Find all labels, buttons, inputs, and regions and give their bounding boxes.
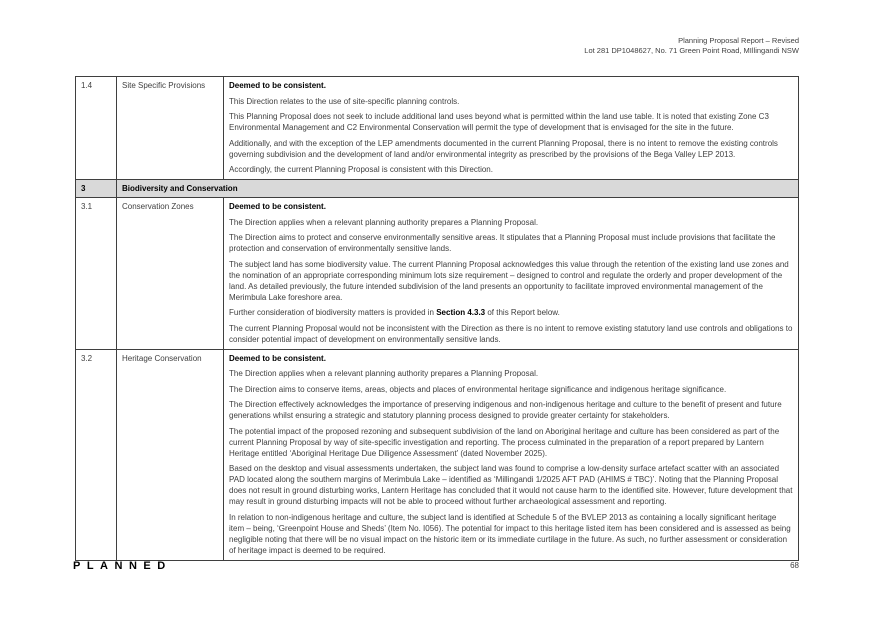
- report-subtitle: Lot 281 DP1048627, No. 71 Green Point Road, MIllingandi NSW: [584, 46, 799, 55]
- verdict-text: Deemed to be consistent.: [229, 353, 326, 363]
- paragraph: The Direction effectively acknowledges the importance of preserving indigenous and non-indigenous heritage and culture to the benefit of present and future generations whilst ensuring a strategic and statutory planning process designed to provide greater certainty for stakeholders.: [229, 400, 782, 420]
- row-number: 1.4: [76, 77, 117, 180]
- row-title: Site Specific Provisions: [117, 77, 224, 180]
- verdict-text: Deemed to be consistent.: [229, 202, 326, 211]
- paragraph: In relation to non-indigenous heritage and culture, the subject land is identified at Schedule 5 of the BVLEP 2013 as containing a locally significant heritage item – being, ‘Greenpoint House and Sheds’ (Item No. I056). The potential for impact to this heritage listed item has been considered and is assessed as being negligible noting that there will be no visual impact on the historic item or its immediate curtilage in the future. As such, no further assessment or consideration of heritage impact is deemed to be required.: [229, 512, 791, 555]
- paragraph-text: Further consideration of biodiversity matters is provided in: [229, 308, 437, 317]
- row-content: [224, 77, 799, 180]
- verdict-text: Deemed to be consistent.: [229, 81, 326, 90]
- paragraph: The Direction aims to conserve items, areas, objects and places of environmental heritage significance and indigenous heritage significance.: [229, 384, 727, 394]
- row-title: Conservation Zones: [117, 198, 224, 350]
- row-number: 3.1: [76, 198, 117, 350]
- paragraph: The Direction aims to protect and conserve environmentally sensitive areas. It stipulates that a Planning Proposal must include provisions that facilitate the protection and conservation of environmentally sensitive lands.: [229, 233, 776, 253]
- section-reference: Section 4.3.3: [436, 308, 486, 317]
- paragraph: The current Planning Proposal would not be inconsistent with the Direction as there is no intent to remove existing statutory land use controls and obligations to consider potential impact of development on environmentally sensitive lands.: [229, 323, 793, 344]
- paragraph: Based on the desktop and visual assessments undertaken, the subject land was found to comprise a low-density surface artefact scatter with an associated PAD located along the southern margins of Merimbula Lake – identified as ‘Millingandi 1/2025 AFT PAD (AHIMS # TBC)’. Noting that the Planning Proposal does not result in ground disturbing works, Lantern Heritage has concluded that it would not cause harm to the identified site. However, future development that may result in ground disturbing impacts will not be able to proceed without further archaeological assessment and reporting.: [229, 464, 793, 506]
- row-number: 3.2: [76, 349, 117, 560]
- table-row: [76, 349, 799, 560]
- table-row: [76, 198, 799, 350]
- section-header-row: [76, 180, 799, 198]
- paragraph: This Planning Proposal does not seek to include additional land uses beyond what is permitted within the land use table. It is noted that existing Zone C3 Environmental Management and C2 Environmental Conservation will permit the type of development that is envisaged for the site in the future.: [229, 112, 769, 132]
- table-row: [76, 77, 799, 180]
- paragraph: Accordingly, the current Planning Proposal is consistent with this Direction.: [229, 165, 493, 174]
- page-header: [584, 36, 799, 56]
- page-number: 68: [790, 561, 799, 570]
- assessment-table: [75, 76, 799, 561]
- row-title: Heritage Conservation: [117, 349, 224, 560]
- row-content: [224, 198, 799, 350]
- paragraph: The subject land has some biodiversity value. The current Planning Proposal acknowledges this value through the retention of the existing land use zones and the nomination of an appropriate corresponding minimum lots size requirement – designed to control and regulate the orderly and proper development of the land. As detailed previously, the future intended subdivision of the land presents an opportunity to facilitate improved environmental management of the Merimbula Lake foreshore area.: [229, 259, 789, 302]
- paragraph-text: of this Report below.: [485, 308, 560, 317]
- paragraph: The Direction applies when a relevant planning authority prepares a Planning Proposal.: [229, 217, 539, 227]
- section-title: Biodiversity and Conservation: [117, 180, 799, 198]
- row-content: [224, 349, 799, 560]
- paragraph: The Direction applies when a relevant planning authority prepares a Planning Proposal.: [229, 369, 539, 378]
- paragraph: The potential impact of the proposed rezoning and subsequent subdivision of the land on Aboriginal heritage and culture has been considered as part of the current Planning Proposal by way of site-specific investigation and reporting. The process culminated in the preparation of a report prepared by Lantern Heritage entitled ‘Aboriginal Heritage Due Diligence Assessment’ (dated November 2025).: [229, 426, 780, 458]
- planned-logo: PLANNED: [73, 560, 172, 572]
- section-number: 3: [76, 180, 117, 198]
- report-title: Planning Proposal Report – Revised: [678, 36, 799, 45]
- paragraph: [229, 307, 793, 318]
- paragraph: Additionally, and with the exception of the LEP amendments documented in the current Planning Proposal, there is no intent to remove the existing controls governing subdivision and the development of land and/or environmental integrity as prescribed by the provisions of the Bega Valley LEP 2013.: [229, 138, 778, 159]
- paragraph: This Direction relates to the use of site-specific planning controls.: [229, 96, 460, 106]
